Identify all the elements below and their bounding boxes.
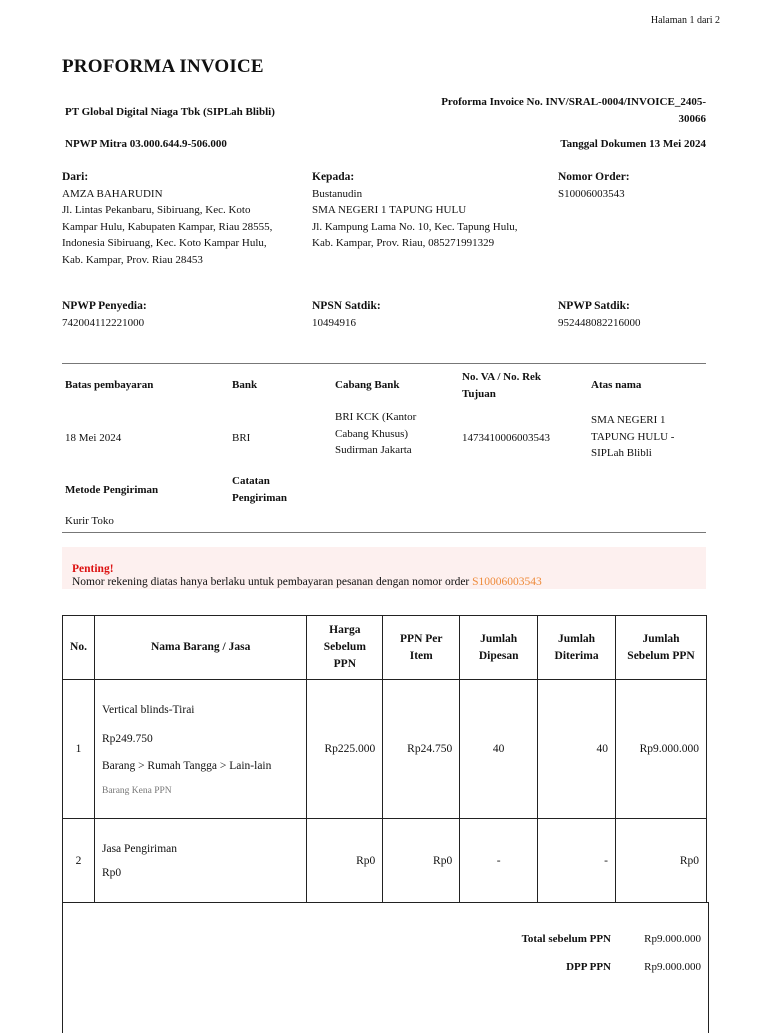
invoice-number-line2: 30066 [678,112,706,125]
va-number: 1473410006003543 [462,432,550,444]
header-ppn-line: Item [409,649,433,662]
to-address: Jl. Kampung Lama No. 10, Kec. Tapung Hulu, [312,220,518,233]
cabang-line: Sudirman Jakarta [335,444,412,456]
atas-nama-line: TAPUNG HULU - [591,430,675,443]
header-batas-pembayaran: Batas pembayaran [65,379,154,391]
totals-section [62,902,709,1033]
header-no: No. [63,616,95,680]
page-number: Halaman 1 dari 2 [650,15,720,26]
row-diterima: 40 [538,680,616,819]
seller-npwp: NPWP Mitra 03.000.644.9-506.000 [65,138,227,150]
header-ppn-line: PPN Per [400,632,443,645]
invoice-number-line1: Proforma Invoice No. INV/SRAL-0004/INVOICE_2405- [441,96,706,108]
atas-nama-line: SMA NEGERI 1 [591,414,666,426]
item-name: Jasa Pengiriman [101,842,178,855]
row-ppn: Rp24.750 [383,680,460,819]
npsn-satdik [312,298,381,331]
header-jumlah-line: Sebelum PPN [627,649,695,662]
important-notice [62,547,706,589]
header-harga-line: PPN [333,658,356,670]
from-address: Jl. Lintas Pekanbaru, Sibiruang, Kec. Koto [62,204,251,216]
document-date: Tanggal Dokumen 13 Mei 2024 [560,138,706,150]
header-va [462,369,541,402]
npsn-label: NPSN Satdik: [312,300,381,312]
row-harga: Rp225.000 [307,680,383,819]
to-block [312,169,552,252]
dpp-value: Rp9.000.000 [644,961,701,973]
row-dipesan: 40 [460,680,538,819]
item-tax-status: Barang Kena PPN [101,786,172,796]
bank: BRI [232,432,251,444]
row-jumlah: Rp9.000.000 [616,680,707,819]
table-row [63,819,707,903]
header-dipesan-line: Jumlah [480,632,518,645]
header-atas-nama: Atas nama [591,379,642,391]
from-label: Dari: [62,171,89,183]
batas-pembayaran: 18 Mei 2024 [65,432,122,444]
header-ppn [383,616,460,680]
table-row [63,680,707,819]
total-value: Rp9.000.000 [644,933,701,945]
header-bank: Bank [232,379,258,391]
from-name: AMZA BAHARUDIN [62,187,163,200]
row-harga: Rp0 [307,819,383,903]
to-name: Bustanudin [312,187,363,200]
total-label: Total sebelum PPN [521,933,611,945]
header-nama-barang: Nama Barang / Jasa [94,616,306,680]
notice-message: Nomor rekening diatas hanya berlaku untuk pembayaran pesanan dengan nomor order [72,576,473,588]
header-catatan-pengiriman [232,473,287,506]
header-cabang-bank: Cabang Bank [335,379,400,391]
npwp-satdik-label: NPWP Satdik: [558,300,630,312]
from-address: Indonesia Sibiruang, Kec. Koto Kampar Hulu, [62,237,267,249]
divider [62,363,706,364]
header-va-line2: Tujuan [462,387,496,400]
row-no: 1 [63,680,95,819]
to-label: Kepada: [312,171,355,183]
header-harga-line: Sebelum [323,641,366,653]
row-jumlah: Rp0 [616,819,707,903]
row-item [94,819,306,903]
invoice-number [441,94,706,127]
npsn-value: 10494916 [312,316,356,329]
to-address: Kab. Kampar, Prov. Riau, 085271991329 [312,237,495,249]
cabang-line: BRI KCK (Kantor [335,411,417,423]
order-number: S10006003543 [558,187,625,200]
atas-nama [591,412,674,462]
item-price: Rp249.750 [101,733,153,745]
header-jumlah-line: Jumlah [642,632,680,645]
header-jumlah [616,616,707,680]
item-name: Vertical blinds-Tirai [101,704,195,716]
cabang-bank [335,409,416,459]
item-price: Rp0 [101,866,122,879]
from-block [62,169,302,268]
npwp-satdik-value: 952448082216000 [558,316,641,329]
header-diterima-line: Jumlah [558,632,596,645]
row-no: 2 [63,819,95,903]
row-ppn: Rp0 [383,819,460,903]
notice-text [72,576,542,588]
item-category: Barang > Rumah Tangga > Lain-lain [101,760,272,772]
order-block [558,169,630,202]
notice-title: Penting! [72,563,114,575]
header-dipesan-line: Dipesan [478,649,519,662]
dpp-label: DPP PPN [566,961,611,973]
row-item [94,680,306,819]
items-table [62,615,707,903]
cabang-line: Cabang Khusus) [335,427,409,440]
from-address: Kab. Kampar, Prov. Riau 28453 [62,253,203,266]
atas-nama-line: SIPLah Blibli [591,447,652,459]
row-dipesan: - [460,819,538,903]
from-address: Kampar Hulu, Kabupaten Kampar, Riau 28555, [62,220,273,233]
seller-name: PT Global Digital Niaga Tbk (SIPLah Blibli) [65,106,275,118]
npwp-penyedia-value: 742004112221000 [62,316,145,329]
order-label: Nomor Order: [558,171,630,183]
npwp-penyedia [62,298,147,331]
header-harga-line: Harga [329,624,361,636]
notice-order-number: S10006003543 [472,576,542,588]
header-va-line1: No. VA / No. Rek [462,371,542,383]
header-catatan-line1: Catatan [232,475,270,487]
header-catatan-line2: Pengiriman [232,491,287,504]
header-dipesan [460,616,538,680]
divider [62,532,706,533]
header-diterima [538,616,616,680]
header-metode-pengiriman: Metode Pengiriman [65,484,159,496]
table-header-row [63,616,707,680]
npwp-penyedia-label: NPWP Penyedia: [62,300,147,312]
npwp-satdik [558,298,641,331]
to-school: SMA NEGERI 1 TAPUNG HULU [312,204,467,216]
document-title: PROFORMA INVOICE [62,56,264,77]
row-diterima: - [538,819,616,903]
header-diterima-line: Diterima [554,649,599,662]
header-harga [307,616,383,680]
metode-pengiriman: Kurir Toko [65,515,114,527]
